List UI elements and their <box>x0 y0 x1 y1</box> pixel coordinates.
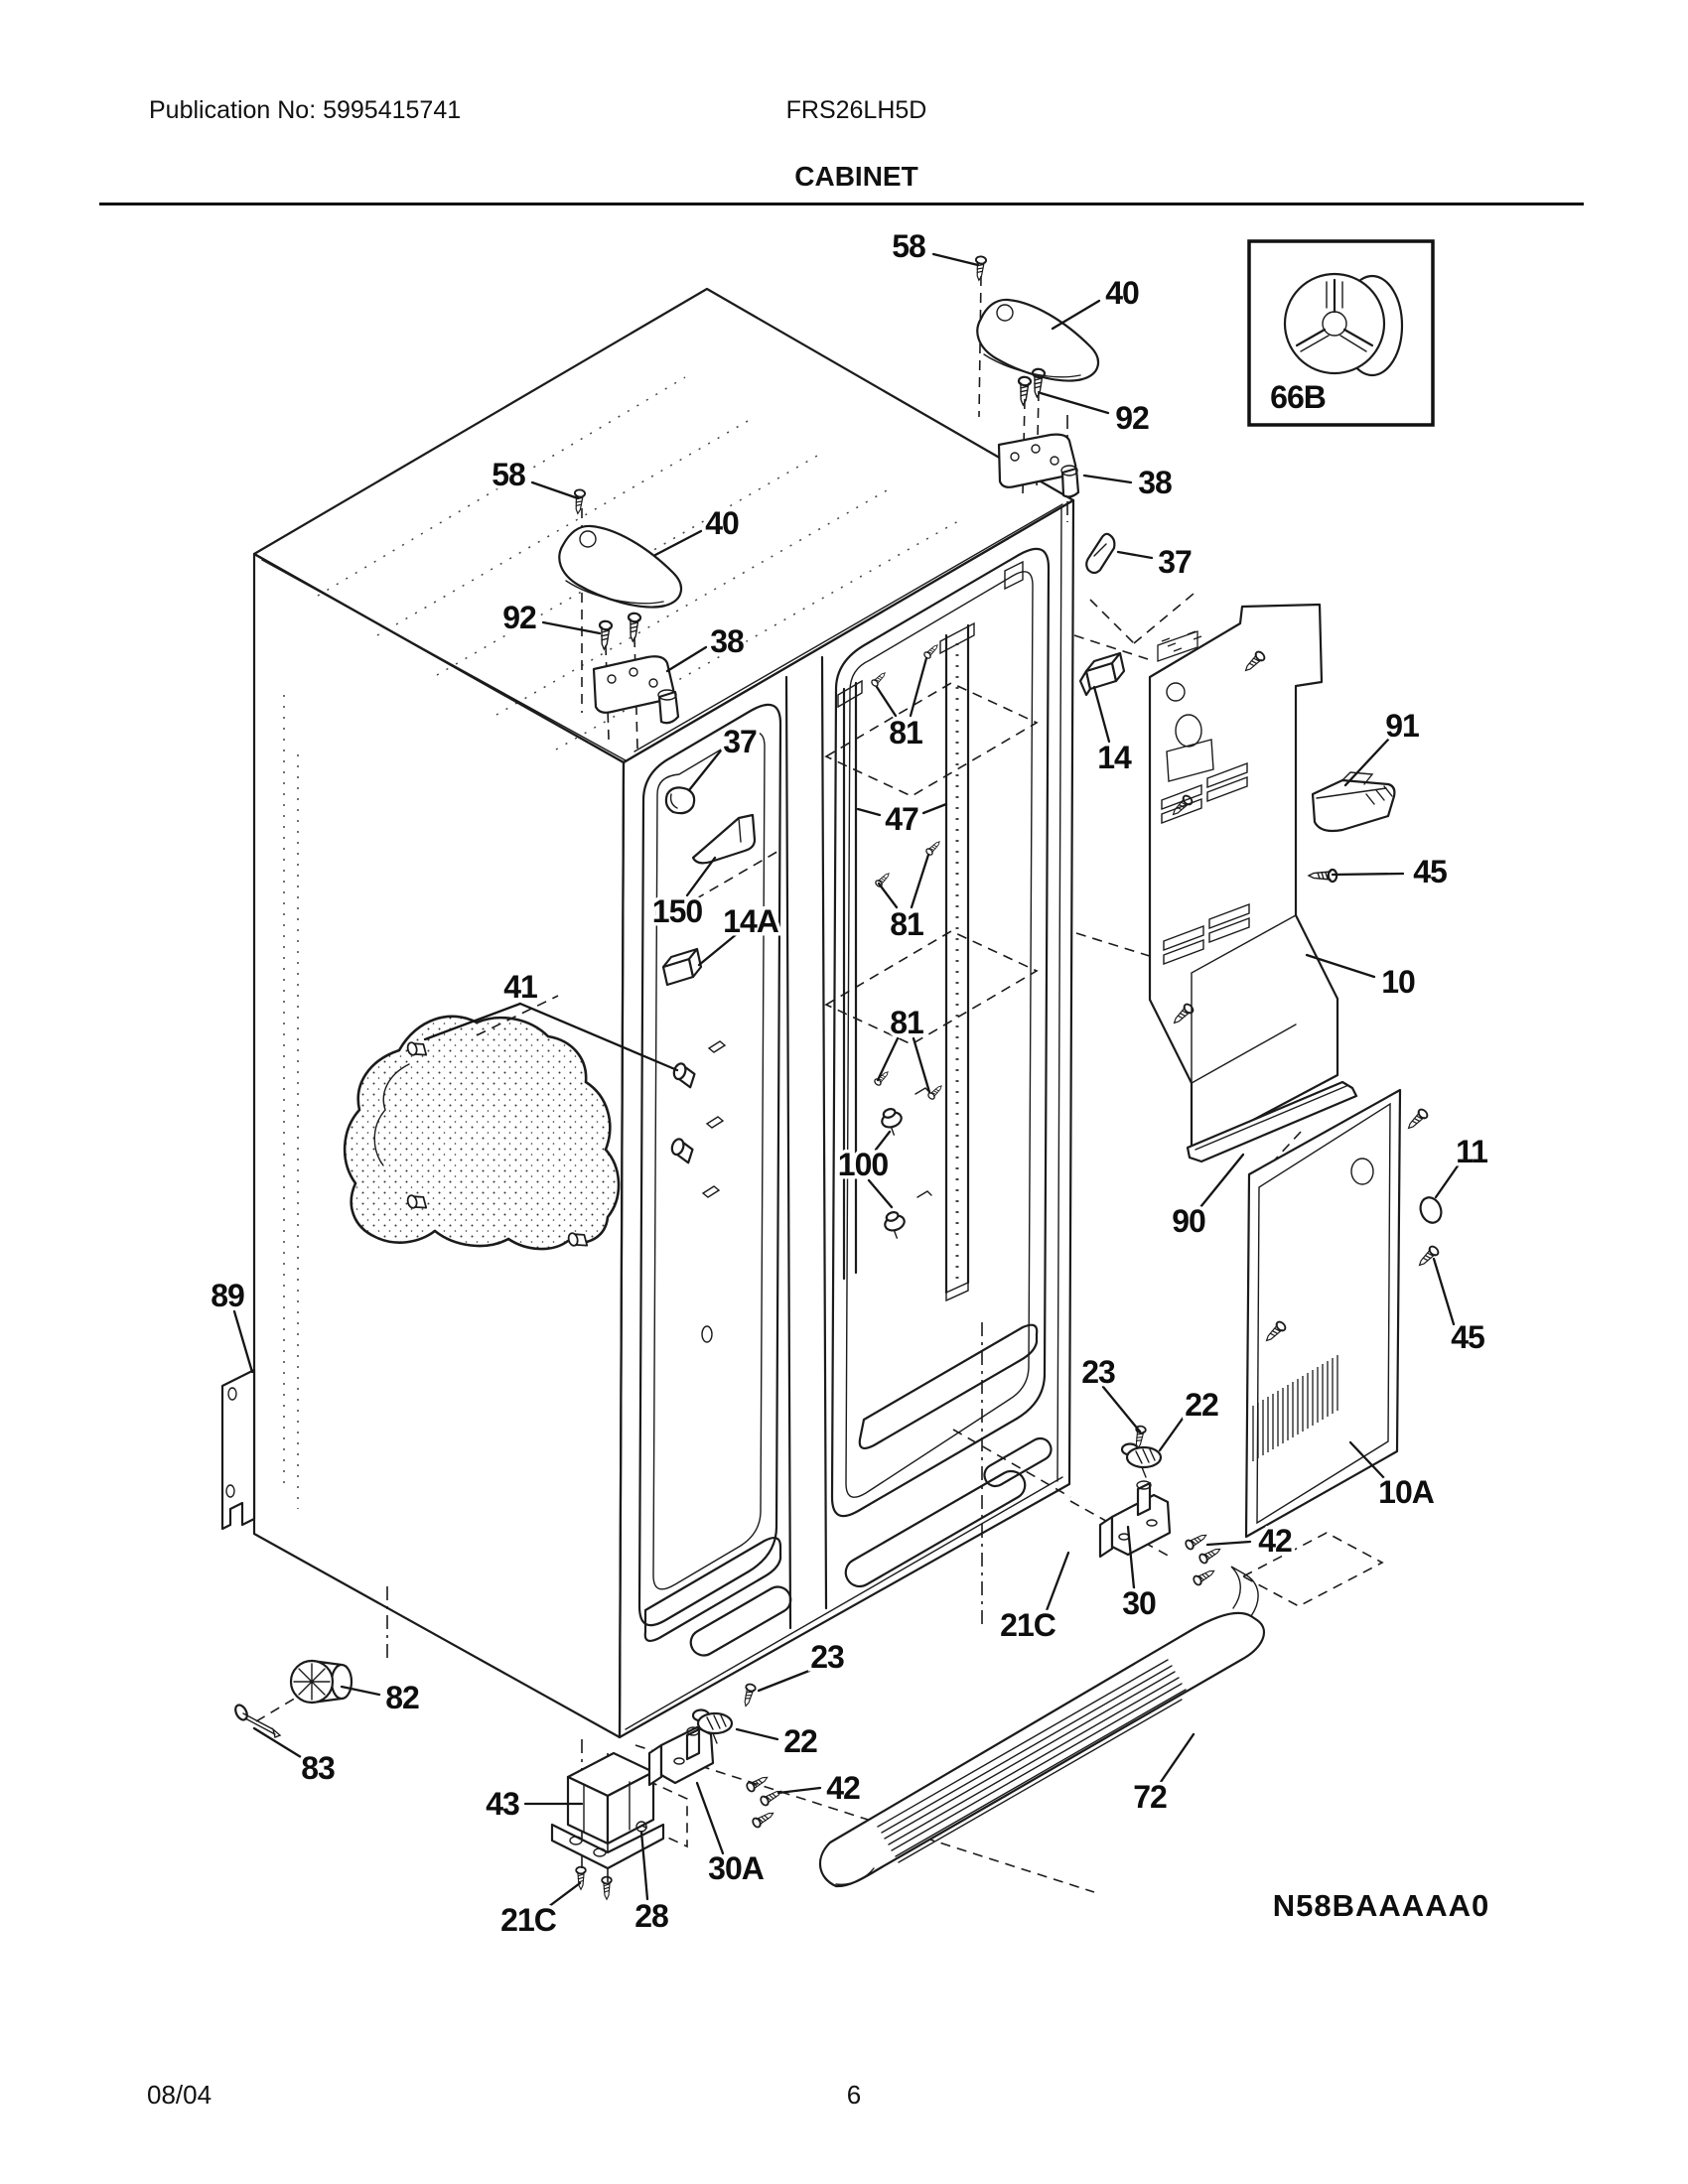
callout-38: 38 <box>1138 465 1172 500</box>
callout-90: 90 <box>1172 1203 1205 1239</box>
callout-89: 89 <box>211 1278 244 1313</box>
leader-line-58 <box>933 254 978 265</box>
leader-line-42 <box>1207 1542 1250 1545</box>
callout-37: 37 <box>1158 544 1192 580</box>
leader-line-81 <box>878 1038 898 1080</box>
callout-150: 150 <box>651 893 703 929</box>
footer-page-number: 6 <box>846 2080 862 2110</box>
callout-45: 45 <box>1451 1319 1484 1355</box>
leader-line-38 <box>1084 476 1131 482</box>
grommet-66b-icon <box>1285 274 1402 375</box>
callout-82: 82 <box>385 1680 419 1715</box>
leader-line-40 <box>655 531 701 555</box>
leader-line-92 <box>543 622 600 633</box>
leader-line-40 <box>1053 301 1099 329</box>
leader-line-22 <box>1160 1416 1185 1450</box>
publication-number: Publication No: 5995415741 <box>149 96 462 124</box>
leader-line-81 <box>911 658 926 716</box>
leader-line-81 <box>914 1038 929 1092</box>
callout-58: 58 <box>492 457 525 492</box>
callout-10A: 10A <box>1378 1474 1434 1510</box>
callout-11: 11 <box>1456 1134 1487 1169</box>
callout-81: 81 <box>890 1005 923 1040</box>
leader-line-37 <box>689 751 721 790</box>
callout-81: 81 <box>889 715 922 751</box>
bracket-91 <box>1313 772 1394 831</box>
footer-date: 08/04 <box>147 2080 212 2110</box>
page-title: CABINET <box>794 161 918 192</box>
bottom-hinge-30a <box>649 1727 713 1785</box>
leader-line-14 <box>1094 687 1109 742</box>
air-duct-panel-10 <box>1150 605 1337 1153</box>
leader-line-81 <box>877 687 896 716</box>
leader-line-47 <box>923 804 946 813</box>
callout-23: 23 <box>810 1639 844 1675</box>
leader-line-90 <box>1200 1155 1243 1207</box>
leader-line-100 <box>869 1180 892 1207</box>
leader-line-23 <box>759 1669 814 1691</box>
callout-22: 22 <box>783 1723 817 1759</box>
leader-line-92 <box>1041 393 1108 413</box>
callout-30: 30 <box>1122 1585 1156 1621</box>
insulation-41 <box>345 1017 619 1249</box>
diagram-code: N58BAAAAA0 <box>1272 1888 1490 1923</box>
bottom-hinge-30 <box>1100 1481 1170 1557</box>
callout-37: 37 <box>723 724 757 759</box>
leader-line-81 <box>879 884 897 907</box>
leader-line-45 <box>1434 1259 1454 1324</box>
leader-line-22 <box>737 1729 777 1739</box>
rail-bracket-150 <box>693 815 755 863</box>
callout-23: 23 <box>1081 1354 1115 1390</box>
callout-40: 40 <box>1105 275 1139 311</box>
callout-45: 45 <box>1413 854 1447 889</box>
callout-43: 43 <box>486 1786 519 1822</box>
switch-14 <box>1080 653 1124 695</box>
leader-line-91 <box>1345 740 1388 785</box>
leader-line-23 <box>1103 1387 1140 1432</box>
callout-42: 42 <box>826 1770 860 1806</box>
grommet-11 <box>1417 1194 1445 1225</box>
callout-42: 42 <box>1258 1523 1292 1559</box>
callout-10: 10 <box>1381 964 1415 1000</box>
switch-14a <box>663 949 701 985</box>
callout-28: 28 <box>634 1898 668 1934</box>
hinge-cover-left <box>559 526 681 608</box>
callout-21C: 21C <box>500 1902 556 1938</box>
screw-83 <box>233 1704 280 1737</box>
pin-37-right <box>1086 534 1114 573</box>
leader-line-45 <box>1333 874 1403 875</box>
callout-30A: 30A <box>708 1850 764 1886</box>
callout-40: 40 <box>705 505 739 541</box>
roller-82 <box>291 1661 352 1703</box>
callout-21C: 21C <box>1000 1607 1055 1643</box>
callout-81: 81 <box>890 906 923 942</box>
callout-22: 22 <box>1185 1387 1218 1423</box>
callout-58: 58 <box>892 228 925 264</box>
callout-92: 92 <box>502 600 536 635</box>
leader-line-21C <box>1046 1553 1068 1613</box>
model-number: FRS26LH5D <box>785 96 927 124</box>
leader-line-37 <box>1118 552 1152 558</box>
leader-line-89 <box>234 1311 252 1372</box>
callout-38: 38 <box>710 623 744 659</box>
cabinet-body <box>254 289 1073 1737</box>
callout-72: 72 <box>1133 1779 1167 1815</box>
leader-line-81 <box>912 855 928 907</box>
leader-line-38 <box>667 647 706 671</box>
leader-line-42 <box>778 1788 820 1793</box>
leader-line-47 <box>858 809 880 815</box>
callout-66B: 66B <box>1270 379 1326 415</box>
leader-line-72 <box>1161 1734 1194 1782</box>
shelf-clip-100 <box>879 1106 907 1137</box>
plate-89 <box>222 1370 254 1529</box>
callout-14: 14 <box>1097 740 1131 775</box>
callout-83: 83 <box>301 1750 335 1786</box>
callout-100: 100 <box>837 1147 889 1182</box>
callout-92: 92 <box>1115 400 1149 436</box>
leader-line-30A <box>697 1783 723 1853</box>
shelf-clip-100 <box>882 1209 910 1240</box>
callout-91: 91 <box>1385 708 1419 744</box>
callout-14A: 14A <box>723 903 778 939</box>
callout-47: 47 <box>885 801 918 837</box>
callout-41: 41 <box>503 969 537 1005</box>
leader-line-58 <box>532 482 578 498</box>
